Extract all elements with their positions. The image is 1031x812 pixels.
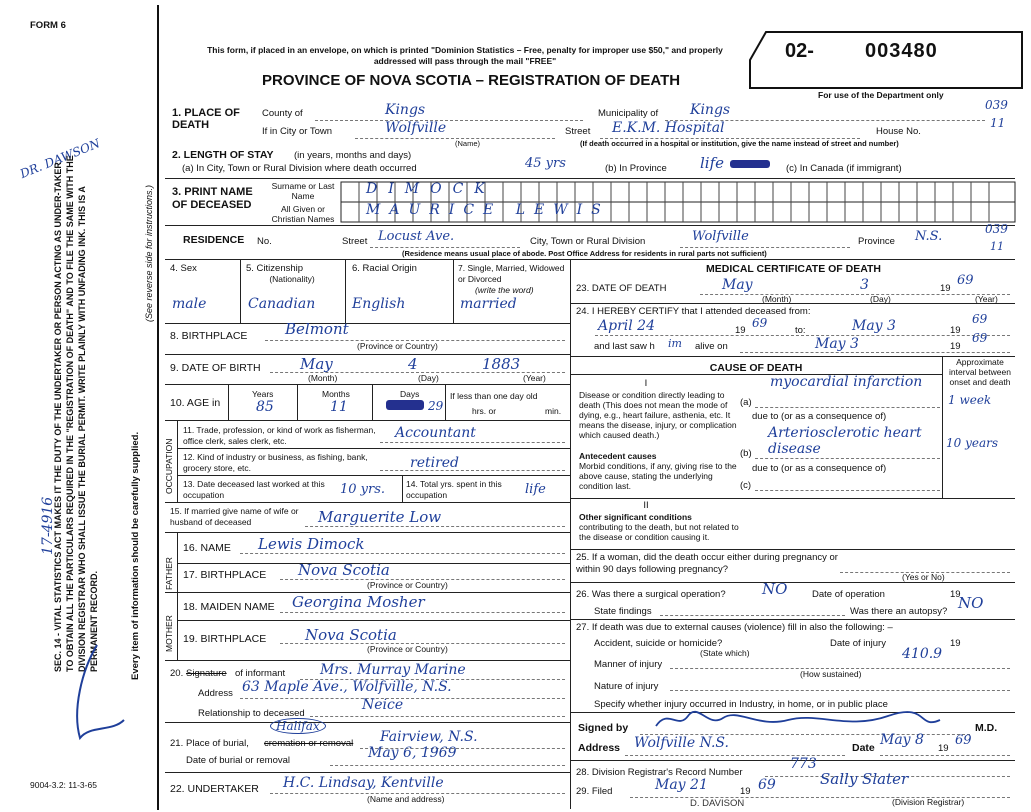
- age-hrs-label: hrs. or: [472, 406, 497, 416]
- medical-title: MEDICAL CERTIFICATE OF DEATH: [706, 263, 881, 275]
- department-use-note: For use of the Department only: [818, 90, 944, 100]
- citizenship-label: 5. Citizenship: [246, 263, 304, 274]
- age-months: 11: [330, 399, 348, 415]
- dob-year-sub: (Year): [523, 373, 546, 383]
- street-value: E.K.M. Hospital: [612, 120, 725, 136]
- mother-birthplace-label: 19. BIRTHPLACE: [183, 633, 267, 645]
- state-which-note: (State which): [700, 648, 750, 658]
- injury-year-prefix: 19: [950, 638, 961, 649]
- death-year: 69: [957, 273, 974, 288]
- days-ink-blot: [386, 400, 424, 410]
- age-years: 85: [256, 399, 274, 415]
- md-label: M.D.: [975, 722, 998, 734]
- sign-year-prefix: 19: [938, 743, 949, 754]
- mail-notice: This form, if placed in an envelope, on which is printed "Dominion Statistics – Free, penalty for improper use $50," and properly addressed will pass through the mail "FREE": [207, 45, 723, 66]
- informant-address: 63 Maple Ave., Wolfville, N.S.: [242, 679, 452, 695]
- physician-address: Wolfville N.S.: [634, 735, 729, 751]
- residence-province: N.S.: [915, 229, 943, 244]
- place-of-death-label: 1. PLACE OF DEATH: [172, 107, 240, 131]
- death-month: May: [722, 277, 753, 293]
- burial-date: May 6, 1969: [368, 745, 457, 761]
- trade-label: 11. Trade, profession, or kind of work as fisherman, office clerk, sales clerk, etc.: [183, 425, 376, 446]
- dob-label: 9. DATE OF BIRTH: [170, 362, 261, 374]
- to-year-prefix: 19: [950, 325, 961, 336]
- form-title: PROVINCE OF NOVA SCOTIA – REGISTRATION OF DEATH: [262, 72, 681, 89]
- division-record-label: 28. Division Registrar's Record Number: [576, 767, 743, 778]
- to-label: to:: [795, 325, 806, 336]
- citizenship-value: Canadian: [248, 296, 316, 312]
- total-years-value: life: [525, 482, 546, 497]
- alive-on-label: alive on: [695, 341, 728, 352]
- mother-birthplace: Nova Scotia: [305, 626, 397, 644]
- age-years-label: Years: [252, 389, 274, 399]
- city-value: Wolfville: [385, 120, 447, 136]
- age-months-label: Months: [322, 389, 350, 399]
- racial-origin-label: 6. Racial Origin: [352, 263, 417, 274]
- house-label: House No.: [876, 126, 921, 137]
- burial-struck-label: cremation or removal: [264, 738, 354, 749]
- signed-by-label: Signed by: [578, 722, 629, 734]
- filed-year: 69: [758, 777, 776, 793]
- stay-a-label: (a) In City, Town or Rural Division where death occurred: [182, 163, 417, 174]
- undertaker-label: 22. UNDERTAKER: [170, 783, 259, 795]
- dob-month-sub: (Month): [308, 373, 338, 383]
- sex-label: 4. Sex: [170, 263, 197, 274]
- nature-label: Nature of injury: [594, 681, 659, 692]
- age-days: 29: [428, 399, 444, 413]
- interval-label: Approximate interval between onset and death: [949, 357, 1011, 387]
- stay-c-label: (c) In Canada (if immigrant): [786, 163, 902, 174]
- bottom-stamp: D. DAVISON: [690, 798, 745, 809]
- mother-birthplace-sub: (Province or Country): [367, 644, 448, 654]
- date-of-operation-label: Date of operation: [812, 589, 885, 600]
- age-label: 10. AGE in: [170, 397, 221, 409]
- other-conditions-label: Other significant conditions: [579, 512, 692, 522]
- reference-annotation: 17-4916: [40, 496, 56, 555]
- certify-label: 24. I HEREBY CERTIFY that I attended deceased from:: [576, 306, 811, 317]
- date-of-injury-label: Date of injury: [830, 638, 886, 649]
- registrar-signature: Sally Slater: [820, 770, 909, 788]
- city-label: If in City or Town: [262, 126, 333, 137]
- ink-blot: [730, 160, 770, 168]
- father-birthplace-sub: (Province or Country): [367, 580, 448, 590]
- dob-month: May: [300, 355, 333, 373]
- death-year-sub: (Year): [975, 294, 998, 304]
- registration-prefix: 02-: [785, 40, 814, 62]
- age-days-label: Days: [400, 389, 420, 399]
- industry-value: retired: [410, 455, 460, 471]
- due-to-label-1: due to (or as a consequence of): [752, 411, 887, 422]
- municipality-value: Kings: [690, 102, 731, 118]
- sex-value: male: [172, 296, 207, 312]
- statute-text: SEC. 14 - VITAL STATISTICS ACT MAKES IT THE DUTY OF THE UNDERTAKER OR PERSON ACTING AS UNDER-TAKER TO OBTAIN ALL THE PARTICULARS REQUIRED IN THE "REGISTRATION OF DEATH" AND TO FILE THE SAME WITH THE DIVISION REGISTRAR WHO SHALL ISSUE THE BURIAL PERMIT. WRITE PLAINLY WITH UNFADING INK. THIS IS A PERMANENT RECORD.: [53, 155, 99, 672]
- municipality-label: Municipality of: [598, 108, 659, 119]
- stay-b-value: life: [700, 154, 725, 172]
- father-birthplace: Nova Scotia: [298, 561, 390, 579]
- father-name-label: 16. NAME: [183, 542, 231, 554]
- given-label: All Given or Christian Names: [271, 204, 335, 224]
- death-day-sub: (Day): [870, 294, 891, 304]
- occupation-side-label: OCCUPATION: [164, 438, 174, 494]
- length-of-stay-sub: (in years, months and days): [294, 150, 412, 161]
- filed-date: May 21: [655, 777, 708, 793]
- last-saw-date: May 3: [815, 336, 859, 352]
- age-note: If less than one day old: [450, 391, 538, 401]
- dob-day: 4: [408, 355, 418, 373]
- birthplace-value: Belmont: [285, 320, 349, 338]
- house-code: 11: [990, 116, 1006, 130]
- industry-label: 12. Kind of industry or business, as fishing, bank, grocery store, etc.: [183, 452, 368, 473]
- marital-value: married: [460, 296, 517, 312]
- yes-no-note: (Yes or No): [902, 572, 945, 582]
- manner-label: Manner of injury: [594, 659, 663, 670]
- autopsy-label: Was there an autopsy?: [850, 606, 948, 617]
- informant-number: 20.: [170, 668, 184, 679]
- cause-title: CAUSE OF DEATH: [709, 362, 803, 374]
- due-to-label-2: due to (or as a consequence of): [752, 463, 887, 474]
- sign-date-label: Date: [852, 742, 875, 754]
- filed-year-prefix: 19: [740, 786, 751, 797]
- relationship-label: Relationship to deceased: [198, 708, 305, 719]
- relationship-value: Neice: [362, 697, 404, 713]
- last-saw-label: and last saw h: [594, 341, 655, 352]
- total-years-label: 14. Total yrs. spent in this occupation: [406, 479, 502, 500]
- last-worked-value: 10 yrs.: [340, 482, 386, 497]
- cause-a-interval: 1 week: [948, 393, 992, 407]
- surgery-value: NO: [762, 580, 788, 598]
- county-label: County of: [262, 108, 303, 119]
- part-one-label: I: [644, 378, 648, 389]
- reverse-note: (See reverse side for instructions.): [144, 184, 154, 322]
- mother-maiden-name: Georgina Mosher: [292, 593, 425, 611]
- attended-from-year: 69: [752, 316, 768, 330]
- attended-to-year: 69: [972, 312, 988, 326]
- stay-b-label: (b) In Province: [605, 163, 667, 174]
- cause-c-label: (c): [740, 480, 752, 491]
- from-year-prefix: 19: [735, 325, 746, 336]
- last-saw-year: 69: [972, 331, 988, 345]
- citizenship-sub: (Nationality): [269, 274, 315, 284]
- street-label: Street: [565, 126, 591, 137]
- residence-city: Wolfville: [692, 229, 749, 244]
- operation-year-prefix: 19: [950, 589, 961, 600]
- antecedent-desc: Morbid conditions, if any, giving rise to the above cause, stating the underlying condition last.: [579, 461, 737, 491]
- residence-province-label: Province: [858, 236, 895, 247]
- spouse-value: Marguerite Low: [318, 508, 442, 526]
- burial-number: 21.: [170, 738, 184, 749]
- doctor-annotation: DR. DAWSON: [18, 136, 103, 181]
- birthplace-label: 8. BIRTHPLACE: [170, 330, 248, 342]
- place-code: 039: [985, 98, 1008, 112]
- residence-street: Locust Ave.: [378, 229, 455, 244]
- surgery-label: 26. Was there a surgical operation?: [576, 589, 726, 600]
- county-value: Kings: [385, 102, 426, 118]
- racial-origin-value: English: [352, 296, 406, 312]
- mother-name-label: 18. MAIDEN NAME: [183, 601, 275, 613]
- death-day: 3: [860, 277, 869, 293]
- physician-address-label: Address: [578, 742, 621, 754]
- cause-b-label: (b): [740, 448, 752, 459]
- cause-a: myocardial infarction: [770, 374, 923, 390]
- burial-place-label: Place of burial,: [186, 738, 249, 749]
- external-causes-label: 27. If death was due to external causes (violence) fill in also the following: –: [576, 622, 893, 633]
- informant-name: Mrs. Murray Marine: [320, 662, 466, 678]
- part-two-label: II: [643, 500, 649, 511]
- burial-tag: Halifax: [270, 718, 326, 734]
- print-name-label: 3. PRINT NAME OF DECEASED: [172, 186, 253, 211]
- last-saw-year-prefix: 19: [950, 341, 961, 352]
- division-record: 773: [790, 756, 817, 772]
- how-sustained-note: (How sustained): [800, 669, 862, 679]
- sign-date: May 8: [880, 732, 924, 748]
- burial-place: Fairview, N.S.: [380, 729, 478, 745]
- last-saw-pronoun: im: [668, 337, 682, 350]
- age-min-label: min.: [545, 406, 562, 416]
- death-month-sub: (Month): [762, 294, 792, 304]
- specify-label: Specify whether injury occurred in Industry, in home, or in public place: [594, 699, 888, 710]
- mother-side-label: MOTHER: [164, 615, 174, 652]
- informant-address-label: Address: [198, 688, 233, 699]
- surname-value: DIMOCK: [366, 181, 496, 197]
- residence-code-2: 11: [990, 240, 1004, 253]
- cause-b: Arteriosclerotic heart disease: [768, 425, 922, 457]
- cause-code: 410.9: [902, 646, 943, 662]
- attended-to: May 3: [852, 318, 896, 334]
- hospital-note: (If death occurred in a hospital or institution, give the name instead of street and number): [580, 139, 899, 148]
- pregnancy-label: 25. If a woman, did the death occur either during pregnancy or within 90 days following pregnancy?: [576, 552, 838, 575]
- informant-label: of informant: [235, 668, 286, 679]
- residence-note: (Residence means usual place of abode. Post Office Address for residents in rural parts not sufficient): [402, 249, 767, 258]
- length-of-stay-label: 2. LENGTH OF STAY: [172, 149, 274, 161]
- residence-code: 039: [985, 222, 1008, 236]
- initials-mark: [62, 640, 132, 750]
- undertaker-value: H.C. Lindsay, Kentville: [283, 775, 444, 791]
- undertaker-sub: (Name and address): [367, 794, 445, 804]
- filed-label: 29. Filed: [576, 786, 613, 797]
- father-name: Lewis Dimock: [258, 535, 365, 553]
- last-worked-label: 13. Date deceased last worked at this occupation: [183, 479, 325, 500]
- stay-a-value: 45 yrs: [525, 156, 566, 171]
- disease-label: Disease or condition directly leading to death (This does not mean the mode of dying, e.g., heart failure, asthenia, etc. It means the disease, injury, or complication which caused death.): [579, 390, 737, 440]
- city-name-note: (Name): [455, 139, 481, 148]
- trade-value: Accountant: [395, 425, 476, 441]
- attended-from: April 24: [598, 318, 655, 334]
- residence-no-label: No.: [257, 236, 272, 247]
- burial-date-label: Date of burial or removal: [186, 755, 291, 766]
- other-conditions-desc: contributing to the death, but not related to the disease or condition causing it.: [579, 522, 739, 542]
- given-value: MAURICE LEWIS: [366, 202, 610, 218]
- cause-a-label: (a): [740, 397, 752, 408]
- dob-year: 1883: [482, 355, 521, 373]
- father-side-label: FATHER: [164, 557, 174, 590]
- accident-label: Accident, suicide or homicide?: [594, 638, 723, 649]
- state-findings-label: State findings: [594, 606, 652, 617]
- residence-label: RESIDENCE: [183, 234, 245, 246]
- surname-label: Surname or Last Name: [271, 181, 335, 201]
- autopsy-value: NO: [958, 594, 984, 612]
- father-birthplace-label: 17. BIRTHPLACE: [183, 569, 267, 581]
- residence-street-label: Street: [342, 236, 368, 247]
- death-year-prefix: 19: [940, 283, 951, 294]
- birthplace-sub: (Province or Country): [357, 341, 438, 351]
- cause-b-interval: 10 years: [946, 436, 999, 450]
- dob-day-sub: (Day): [418, 373, 439, 383]
- spouse-label: 15. If married give name of wife or husband of deceased: [170, 506, 299, 527]
- sign-year: 69: [955, 733, 972, 748]
- informant-struck-label: Signature: [186, 668, 227, 679]
- residence-city-label: City, Town or Rural Division: [530, 236, 646, 247]
- form-id: FORM 6: [30, 20, 66, 31]
- division-registrar-note: (Division Registrar): [892, 797, 965, 807]
- marital-label: 7. Single, Married, Widowed or Divorced: [458, 263, 565, 284]
- registration-number: 003480: [865, 40, 938, 62]
- antecedent-label: Antecedent causes: [579, 451, 657, 461]
- marital-sub: (write the word): [475, 285, 534, 295]
- supplied-note: Every item of information should be carefully supplied.: [130, 431, 141, 680]
- print-code: 9004-3.2: 11-3-65: [30, 780, 97, 790]
- date-of-death-label: 23. DATE OF DEATH: [576, 283, 667, 294]
- form-left-border: [157, 5, 159, 810]
